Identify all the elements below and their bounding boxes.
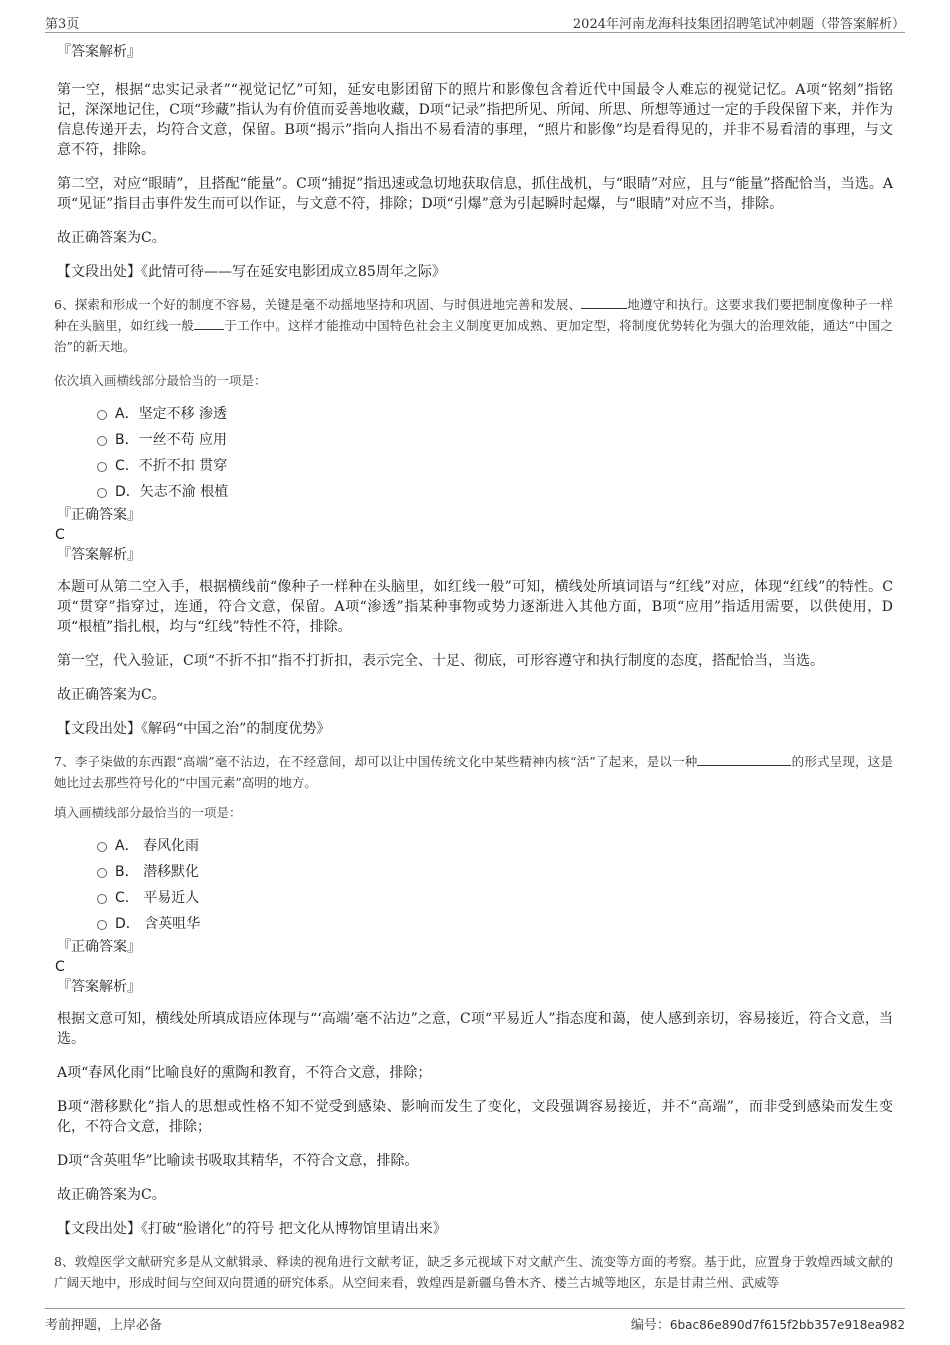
passage-source: 【文段出处】《打破“脸谱化”的符号 把文化从博物馆里请出来》 <box>57 1221 447 1237</box>
option-b[interactable]: B．一丝不苟 应用 <box>97 427 893 453</box>
analysis-label: 『答案解析』 <box>57 44 141 60</box>
question-prompt: 依次填入画横线部分最恰当的一项是： <box>54 373 267 388</box>
option-c[interactable]: C． 平易近人 <box>97 885 893 911</box>
radio-button[interactable] <box>97 436 107 446</box>
question-stem: 6、探索和形成一个好的制度不容易，关键是毫不动摇地坚持和巩固、与时俱进地完善和发展、 地遵守和执行。这要求我们要把制度像种子一样种在头脑里，如红线一般 于工作中。这样才能推动中国特色社会主义制度更加成熟、更加定型，将制度优势转化为强大的治理效能，通达“中国之治”的新天地。 <box>54 297 893 354</box>
question-prompt: 填入画横线部分最恰当的一项是： <box>54 805 242 820</box>
radio-button[interactable] <box>97 894 107 904</box>
option-a[interactable]: A． 春风化雨 <box>97 833 893 859</box>
analysis-paragraph: 根据文意可知，横线处所填成语应体现与“‘高端’毫不沾边”之意，C项“平易近人”指态度和蔼，使人感到亲切，容易接近，符合文意，当选。 <box>57 1011 893 1047</box>
answer-blank <box>697 753 791 766</box>
correct-answer: C <box>55 959 65 975</box>
radio-button[interactable] <box>97 488 107 498</box>
analysis-paragraph: 故正确答案为C。 <box>57 1187 166 1203</box>
footer-slogan: 考前押题，上岸必备 <box>45 1318 163 1333</box>
analysis-label: 『答案解析』 <box>57 547 141 563</box>
radio-button[interactable] <box>97 842 107 852</box>
radio-button[interactable] <box>97 462 107 472</box>
page-header <box>45 10 905 33</box>
analysis-paragraph: 第一空，根据“忠实记录者”“视觉记忆”可知，延安电影团留下的照片和影像包含着近代中国最令人难忘的视觉记忆。A项“铭刻”指铭记，深深地记住，C项“珍藏”指认为有价值而妥善地收藏，D项“记录”指把所见、所闻、所思、所想等通过一定的手段保留下来，并作为信息传递开去，均符合文意，保留。B项“揭示”指向人指出不易看清的事理，“照片和影像”均是看得见的，并非不易看清的事理，与文意不符，排除。 <box>57 82 893 158</box>
option-list <box>57 833 893 937</box>
page-footer <box>45 1308 905 1337</box>
option-list <box>57 401 893 505</box>
radio-button[interactable] <box>97 920 107 930</box>
answer-blank <box>581 296 627 309</box>
document-code: 编号：6bac86e890d7f615f2bb357e918ea982 <box>630 1318 905 1333</box>
correct-answer: C <box>55 527 65 543</box>
main-content <box>54 42 893 1293</box>
question-stem: 7、李子柒做的东西跟“高端”毫不沾边，在不经意间，却可以让中国传统文化中某些精神内核“活”了起来，是以一种 的形式呈现，这是她比过去那些符号化的“中国元素”高明的地方。 <box>54 754 893 790</box>
analysis-paragraph: 第二空，对应“眼睛”，且搭配“能量”。C项“捕捉”指迅速或急切地获取信息，抓住战机，与“眼睛”对应，且与“能量”搭配恰当，当选。A项“见证”指目击事件发生而可以作证，与文意不符，排除；D项“引爆”意为引起瞬时起爆，与“眼睛”对应不当，排除。 <box>57 176 893 212</box>
analysis-paragraph: A项“春风化雨”比喻良好的熏陶和教育，不符合文意，排除； <box>57 1065 432 1081</box>
radio-button[interactable] <box>97 868 107 878</box>
analysis-paragraph: B项“潜移默化”指人的思想或性格不知不觉受到感染、影响而发生了变化，文段强调容易接近，并不“高端”，而非受到感染而发生变化，不符合文意，排除； <box>57 1099 893 1135</box>
question-stem: 8、敦煌医学文献研究多是从文献辑录、释读的视角进行文献考证，缺乏多元视域下对文献产生、流变等方面的考察。基于此，应置身于敦煌西域文献的广阔天地中，形成时间与空间双向贯通的研究体系。从空间来看，敦煌西是新疆乌鲁木齐、楼兰古城等地区，东是甘肃兰州、武威等 <box>54 1254 893 1290</box>
radio-button[interactable] <box>97 410 107 420</box>
analysis-paragraph: 故正确答案为C。 <box>57 230 166 246</box>
correct-answer-label: 『正确答案』 <box>57 507 141 523</box>
option-a[interactable]: A．坚定不移 渗透 <box>97 401 893 427</box>
option-d[interactable]: D．矢志不渝 根植 <box>97 479 893 505</box>
option-b[interactable]: B． 潜移默化 <box>97 859 893 885</box>
correct-answer-label: 『正确答案』 <box>57 939 141 955</box>
option-d[interactable]: D． 含英咀华 <box>97 911 893 937</box>
page-number: 第3页 <box>45 17 80 32</box>
answer-blank <box>194 317 224 330</box>
option-c[interactable]: C．不折不扣 贯穿 <box>97 453 893 479</box>
analysis-paragraph: 本题可从第二空入手，根据横线前“像种子一样种在头脑里，如红线一般”可知，横线处所填词语与“红线”对应，体现“红线”的特性。C项“贯穿”指穿过，连通，符合文意，保留。A项“渗透”指某种事物或势力逐渐进入其他方面，B项“应用”指适用需要，以供使用，D项“根植”指扎根，均与“红线”特性不符，排除。 <box>57 579 893 635</box>
analysis-paragraph: D项“含英咀华”比喻读书吸取其精华，不符合文意，排除。 <box>57 1153 419 1169</box>
passage-source: 【文段出处】《解码“中国之治”的制度优势》 <box>57 721 331 737</box>
analysis-paragraph: 故正确答案为C。 <box>57 687 166 703</box>
analysis-paragraph: 第一空，代入验证，C项“不折不扣”指不打折扣，表示完全、十足、彻底，可形容遵守和执行制度的态度，搭配恰当，当选。 <box>57 653 825 669</box>
passage-source: 【文段出处】《此情可待——写在延安电影团成立85周年之际》 <box>57 264 446 280</box>
analysis-label: 『答案解析』 <box>57 979 141 995</box>
document-title: 2024年河南龙海科技集团招聘笔试冲刺题（带答案解析） <box>572 17 905 32</box>
